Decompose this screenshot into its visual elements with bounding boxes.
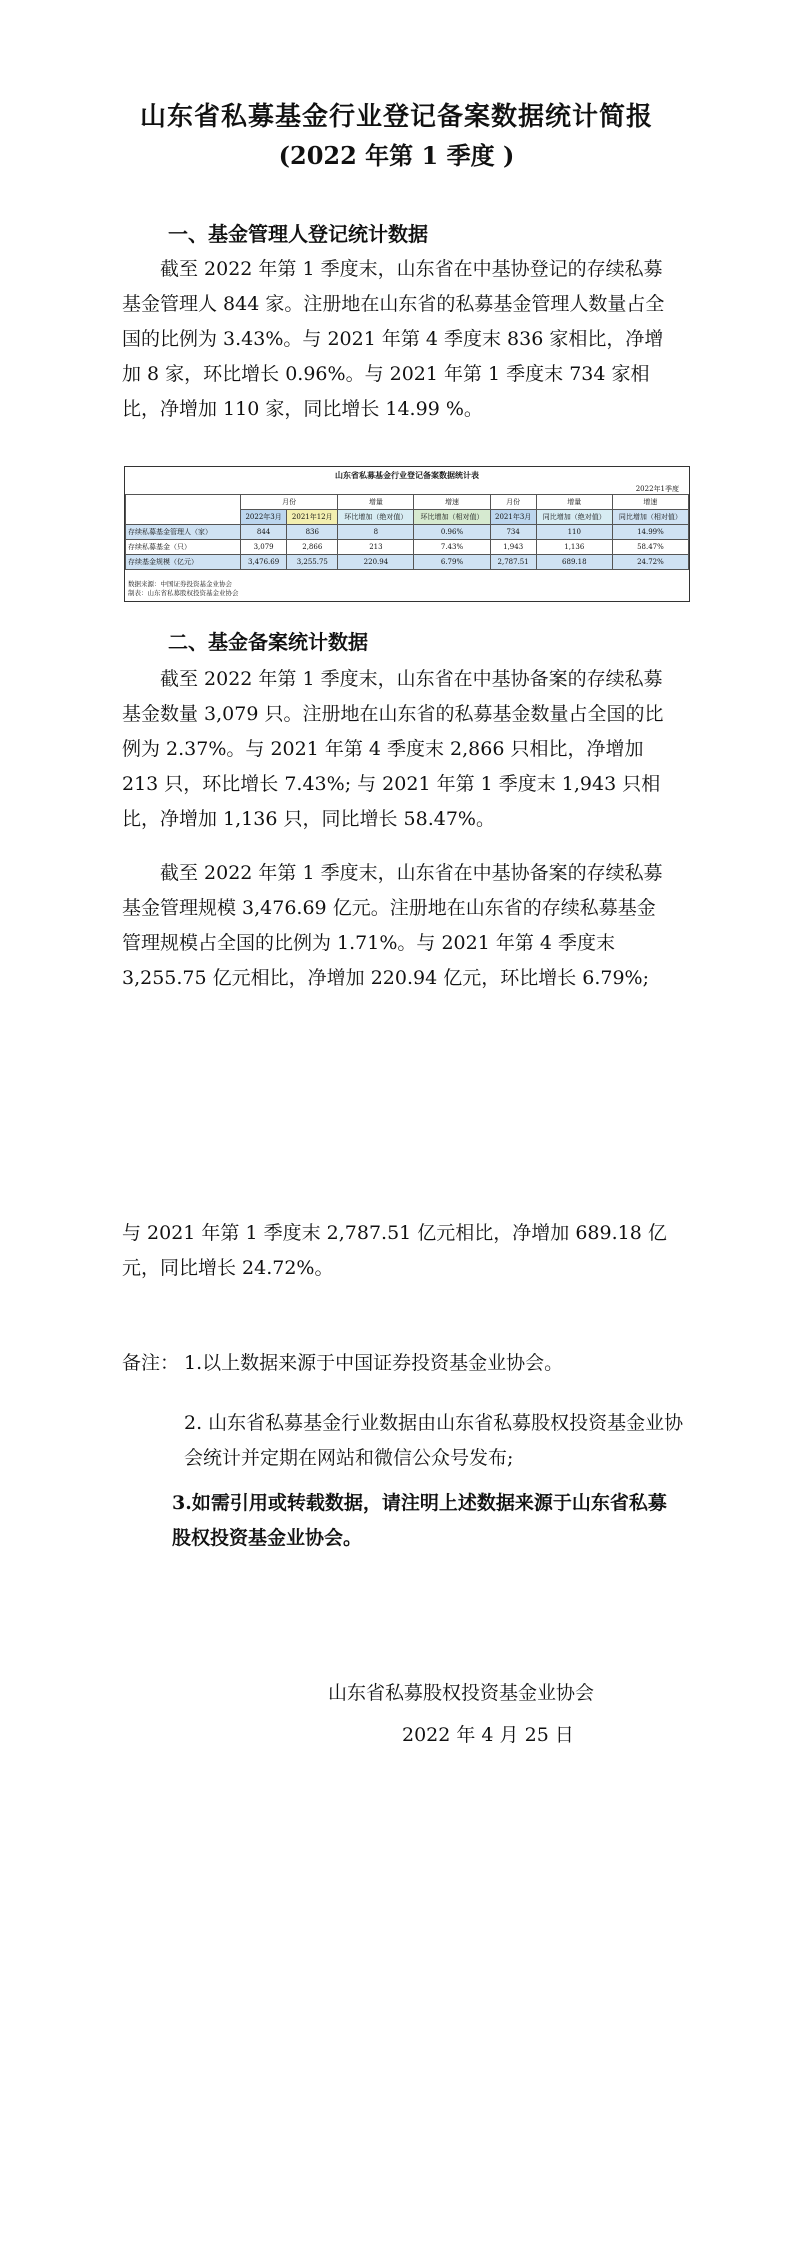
statistics-table-image bbox=[124, 466, 690, 602]
section2-text-2: 截至 2022 年第 1 季度末，山东省在中基协备案的存续私募基金管理规模 3,476.69 亿元。注册地在山东省的存续私募基金管理规模占全国的比例为 1.71%。与 2021 年第 4 季度末 3,255.75 亿元相比，净增加 220.94 亿元，环比增长 6.79%; bbox=[122, 862, 663, 989]
table-cell: 6.79% bbox=[414, 555, 490, 570]
table-cell: 213 bbox=[338, 540, 414, 555]
group-header: 月份 bbox=[490, 495, 536, 510]
table-quarter: 2022年1季度 bbox=[635, 485, 679, 493]
group-header: 增速 bbox=[612, 495, 688, 510]
sub-header: 环比增加（相对值） bbox=[414, 510, 490, 525]
table-cell: 110 bbox=[536, 525, 612, 540]
group-header: 增量 bbox=[536, 495, 612, 510]
table-cell: 8 bbox=[338, 525, 414, 540]
sub-header: 同比增加（绝对值） bbox=[536, 510, 612, 525]
table-cell: 1,943 bbox=[490, 540, 536, 555]
notes-label: 备注： bbox=[122, 1352, 180, 1374]
sub-header: 2021年3月 bbox=[490, 510, 536, 525]
table-row bbox=[126, 555, 689, 570]
table-group-header-row bbox=[126, 495, 689, 510]
table-source-line: 制表：山东省私募股权投资基金业协会 bbox=[128, 589, 239, 597]
document-title: 山东省私募基金行业登记备案数据统计简报 bbox=[139, 102, 653, 132]
group-header: 增量 bbox=[338, 495, 414, 510]
table-source bbox=[128, 580, 239, 598]
sub-header: 2021年12月 bbox=[287, 510, 338, 525]
row-label: 存续基金规模（亿元） bbox=[126, 555, 241, 570]
table-cell: 3,255.75 bbox=[287, 555, 338, 570]
table-source-line: 数据来源：中国证券投资基金业协会 bbox=[128, 580, 232, 588]
document-subtitle: (2022 年第 1 季度 ) bbox=[278, 141, 515, 170]
sub-header: 2022年3月 bbox=[241, 510, 287, 525]
table-cell: 836 bbox=[287, 525, 338, 540]
section2-text-1: 截至 2022 年第 1 季度末，山东省在中基协备案的存续私募基金数量 3,079 只。注册地在山东省的私募基金数量占全国的比例为 2.37%。与 2021 年第 4 季度末 2,866 只相比，净增加 213 只，环比增长 7.43%; 与 2021 年第 1 季度末 1,943 只相比，净增加 1,136 只，同比增长 58.47%。 bbox=[122, 668, 664, 830]
table-cell: 220.94 bbox=[338, 555, 414, 570]
row-label: 存续私募基金（只） bbox=[126, 540, 241, 555]
sub-header: 同比增加（相对值） bbox=[612, 510, 688, 525]
row-label: 存续私募基金管理人（家） bbox=[126, 525, 241, 540]
section2-paragraph3 bbox=[122, 1216, 674, 1286]
note-item-3: 3.如需引用或转载数据，请注明上述数据来源于山东省私募股权投资基金业协会。 bbox=[172, 1492, 667, 1549]
table-cell: 1,136 bbox=[536, 540, 612, 555]
note-item-1: 1.以上数据来源于中国证券投资基金业协会。 bbox=[184, 1352, 564, 1374]
statistics-table bbox=[125, 494, 689, 570]
section1-paragraph bbox=[122, 252, 674, 427]
table-cell: 3,079 bbox=[241, 540, 287, 555]
table-cell: 0.96% bbox=[414, 525, 490, 540]
table-cell: 734 bbox=[490, 525, 536, 540]
table-cell: 14.99% bbox=[612, 525, 688, 540]
table-row bbox=[126, 540, 689, 555]
table-cell: 58.47% bbox=[612, 540, 688, 555]
group-header: 月份 bbox=[241, 495, 338, 510]
section2-heading: 二、基金备案统计数据 bbox=[168, 630, 368, 654]
table-cell: 844 bbox=[241, 525, 287, 540]
table-row bbox=[126, 525, 689, 540]
table-cell: 689.18 bbox=[536, 555, 612, 570]
note-item-2: 2. 山东省私募基金行业数据由山东省私募股权投资基金业协会统计并定期在网站和微信公众号发布; bbox=[184, 1412, 684, 1469]
table-cell: 24.72% bbox=[612, 555, 688, 570]
section1-heading: 一、基金管理人登记统计数据 bbox=[168, 222, 428, 246]
sub-header: 环比增加（绝对值） bbox=[338, 510, 414, 525]
table-cell: 2,787.51 bbox=[490, 555, 536, 570]
group-header: 增速 bbox=[414, 495, 490, 510]
signature-date: 2022 年 4 月 25 日 bbox=[402, 1724, 574, 1746]
table-cell: 2,866 bbox=[287, 540, 338, 555]
table-cell: 3,476.69 bbox=[241, 555, 287, 570]
section2-text-3: 与 2021 年第 1 季度末 2,787.51 亿元相比，净增加 689.18 亿元，同比增长 24.72%。 bbox=[122, 1222, 667, 1279]
section2-paragraph2 bbox=[122, 856, 674, 996]
section1-text: 截至 2022 年第 1 季度末，山东省在中基协登记的存续私募基金管理人 844 家。注册地在山东省的私募基金管理人数量占全国的比例为 3.43%。与 2021 年第 4 季度末 836 家相比，净增加 8 家，环比增长 0.96%。与 2021 年第 1 季度末 734 家相比，净增加 110 家，同比增长 14.99 %。 bbox=[122, 258, 665, 420]
table-corner-cell bbox=[126, 495, 241, 525]
section2-paragraph1 bbox=[122, 662, 674, 837]
signature-org: 山东省私募股权投资基金业协会 bbox=[328, 1682, 595, 1704]
table-cell: 7.43% bbox=[414, 540, 490, 555]
table-title: 山东省私募基金行业登记备案数据统计表 bbox=[335, 470, 479, 480]
